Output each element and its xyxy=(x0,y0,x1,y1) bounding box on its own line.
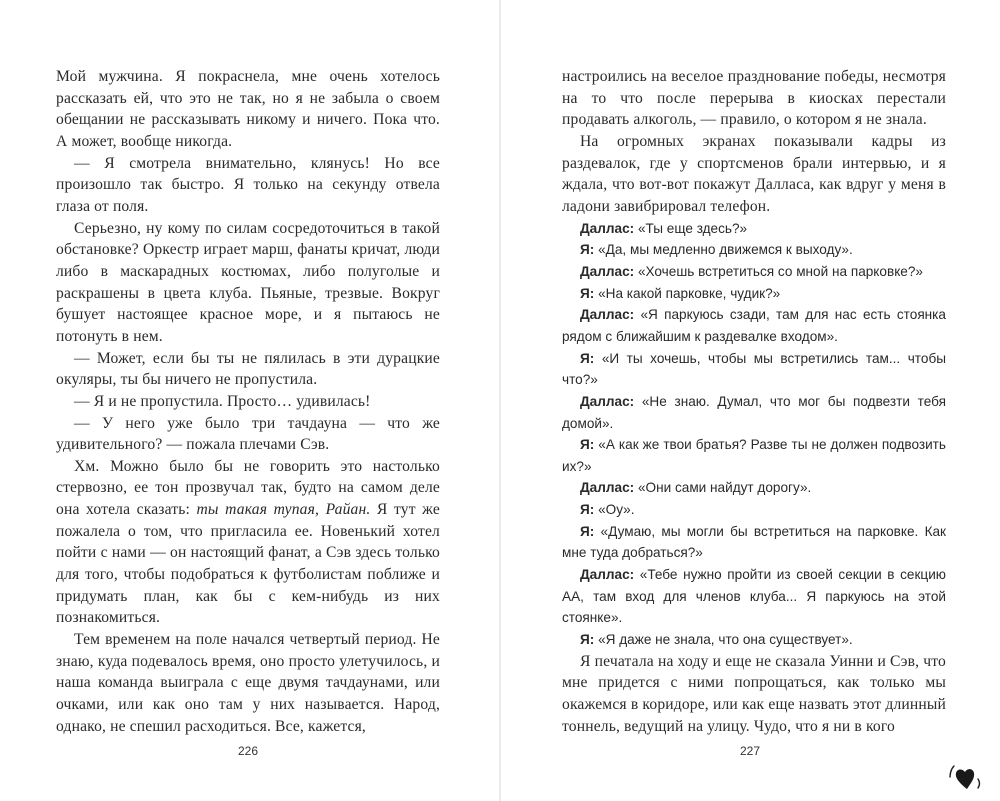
chat-message xyxy=(562,239,946,261)
chat-text: «Да, мы медленно движемся к выходу». xyxy=(594,242,853,258)
paragraph: — У него уже было три тачдауна — что же удивительного? — пожала плечами Сэв. xyxy=(56,414,440,454)
chat-text: «Они сами найдут дорогу». xyxy=(634,480,812,496)
chat-speaker: Я: xyxy=(580,350,595,366)
chat-message xyxy=(562,564,946,629)
chat-message xyxy=(562,477,946,499)
paragraph: Я печатала на ходу и еще не сказала Уинни и Сэв, что мне придется с ними попрощаться, как только мы окажемся в коридоре, или как еще назвать этот длинный тоннель, ведущий на улицу. Чудо, что я ни в кого xyxy=(562,652,946,735)
paragraph: — Я и не пропустила. Просто… удивилась! xyxy=(74,392,371,410)
chat-message xyxy=(562,521,946,564)
chat-speaker: Даллас: xyxy=(580,307,635,323)
chat-speaker: Я: xyxy=(580,437,595,453)
paragraph: На огромных экранах показывали кадры из раздевалок, где у спортсменов брали интервью, и я ждала, что вот-вот покажут Далласа, как вдруг у меня в ладони завибрировал телефон. xyxy=(562,132,946,215)
chat-text: «Я паркуюсь сзади, там для нас есть стоянка рядом с ближайшим к раздевалке входом». xyxy=(562,307,946,344)
paragraph: Мой мужчина. Я покраснела, мне очень хотелось рассказать ей, что это не так, но я не забыла о своем обещании не рассказывать никому и ничего. Пока что. А может, вообще никогда. xyxy=(56,68,440,150)
paragraph: — Я смотрела внимательно, клянусь! Но все произошло так быстро. Я только на секунду отвела глаза от поля. xyxy=(56,154,440,215)
chat-text: «Я даже не знала, что она существует». xyxy=(594,632,853,648)
chat-text: «На какой парковке, чудик?» xyxy=(594,285,781,301)
chat-text: «Думаю, мы могли бы встретиться на парковке. Как мне туда добраться?» xyxy=(562,523,946,561)
chat-message xyxy=(562,499,946,521)
chat-text: «Ты еще здесь?» xyxy=(634,220,748,236)
chat-speaker: Я: xyxy=(580,523,595,539)
chat-text: «И ты хочешь, чтобы мы встретились там... чтобы что?» xyxy=(562,350,946,388)
chat-message xyxy=(562,261,946,283)
chat-text: «Хочешь встретиться со мной на парковке?» xyxy=(634,263,923,279)
chat-message xyxy=(562,283,946,305)
chat-speaker: Даллас: xyxy=(580,567,635,583)
chat-message xyxy=(562,348,946,391)
page-number-left: 226 xyxy=(237,744,259,758)
right-page xyxy=(500,0,1000,801)
page-number-right: 227 xyxy=(739,744,761,758)
left-page-text xyxy=(56,66,440,737)
text-span: Хм. Можно было бы не говорить это настолько стервозно, ее тон прозвучал так, будто на самом деле она хотела сказать: xyxy=(56,457,440,519)
paragraph: Серьезно, ну кому по силам сосредоточиться в такой обстановке? Оркестр играет марш, фанаты кричат, люди либо в маскарадных костюмах, либо полуголые и раскрашены в цвета клуба. Пьяные, трезвые. Вокруг бушует настоящее красное море, и я пытаюсь не потонуть в нем. xyxy=(56,219,440,345)
chat-speaker: Я: xyxy=(580,285,595,301)
chat-text: «А как же твои братья? Разве ты не должен подвозить их?» xyxy=(562,437,946,474)
chat-speaker: Я: xyxy=(580,502,595,518)
chat-message xyxy=(562,218,946,240)
chat-speaker: Я: xyxy=(580,632,595,648)
chat-message xyxy=(562,304,946,347)
chat-text: «Оу». xyxy=(594,502,635,518)
right-page-text xyxy=(562,66,946,737)
chat-message xyxy=(562,629,946,651)
paragraph: — Может, если бы ты не пялилась в эти дурацкие окуляры, ты бы ничего не пропустила. xyxy=(56,349,440,389)
chat-message xyxy=(562,391,946,434)
paragraph: Тем временем на поле начался четвертый период. Не знаю, куда подевалось время, оно просто улетучилось, и наша команда выиграла с еще двумя тачдаунами, или очками, или как оно там у них называется. Народ, однако, не спешил расходиться. Все, кажется, xyxy=(56,631,440,735)
chat-speaker: Даллас: xyxy=(580,220,635,236)
chat-speaker: Даллас: xyxy=(580,480,635,496)
chat-message xyxy=(562,434,946,477)
paragraph xyxy=(56,456,440,629)
paragraph: настроились на веселое празднование победы, несмотря на то что после перерыва в киосках перестали продавать алкоголь, — правило, о котором я не знала. xyxy=(562,68,946,129)
chat-log xyxy=(562,218,946,651)
italic-phrase: ты такая тупая, Райан. xyxy=(196,501,371,519)
chat-text: «Тебе нужно пройти из своей секции в секцию АА, там вход для членов клуба... Я паркуюсь на этой стоянке». xyxy=(562,567,946,626)
heart-logo-icon xyxy=(944,760,990,792)
chat-speaker: Я: xyxy=(580,242,595,258)
chat-speaker: Даллас: xyxy=(580,263,635,279)
chat-text: «Не знаю. Думал, что мог бы подвезти тебя домой». xyxy=(562,393,946,431)
chat-speaker: Даллас: xyxy=(580,393,635,409)
text-span: Я тут же пожалела о том, что пригласила ее. Новенький хотел пойти с нами — он настоящий фанат, а Сэв здесь только для того, чтобы подобраться к футболистам поближе и придумать план, как бы с кем-нибудь из них познакомиться. xyxy=(56,501,440,627)
